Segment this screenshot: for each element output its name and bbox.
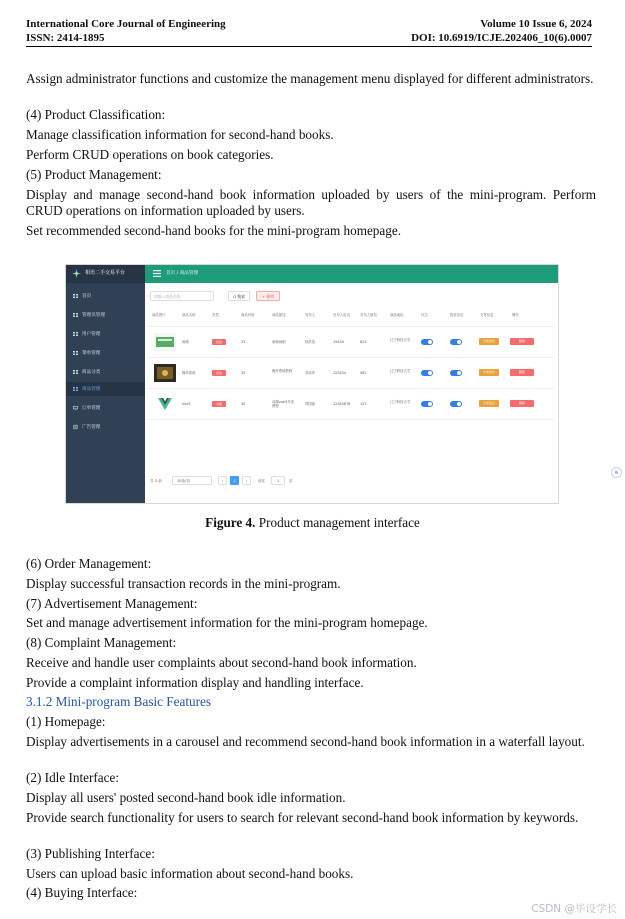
cell-wechat: 123	[360, 402, 367, 406]
trade-info-button[interactable]: 交易信息	[479, 338, 499, 345]
subheading: (7) Advertisement Management:	[26, 596, 198, 611]
cell-phone: 12345678	[333, 402, 351, 406]
subheading: (2) Idle Interface:	[26, 770, 119, 785]
cell-desc: 前端vue3开发教程	[272, 400, 294, 409]
delete-button[interactable]: 删除	[510, 369, 534, 376]
paragraph: Display successful transaction records in the mini-program.	[26, 576, 341, 591]
grid-icon	[73, 294, 78, 298]
doi: DOI: 10.6919/ICJE.202406_10(6).0007	[411, 32, 592, 44]
cell-address: 辽宁科技大学	[390, 400, 411, 404]
type-tag: 书籍	[212, 401, 226, 407]
grid-icon	[73, 332, 78, 336]
product-management-screenshot	[66, 265, 619, 503]
cell-wechat: 623	[360, 340, 367, 344]
paragraph: Manage classification information for second-hand books.	[26, 127, 334, 142]
column-header: 商品描述	[272, 313, 286, 317]
table-row[interactable]	[149, 389, 554, 420]
trade-info-button[interactable]: 交易信息	[479, 369, 499, 376]
cell-price: 30	[241, 402, 246, 406]
cell-publisher: 刘诗华	[305, 371, 316, 375]
column-header: 状态	[421, 313, 428, 317]
menu-item-ads[interactable]	[66, 420, 145, 434]
paragraph: Users can upload basic information about second-hand books.	[26, 866, 354, 881]
menu-item-users[interactable]	[66, 327, 145, 341]
paragraph: Provide a complaint information display and handling interface.	[26, 675, 364, 690]
search-button[interactable]: Q 搜索	[228, 291, 250, 301]
cell-wechat: 562	[360, 371, 367, 375]
grid-icon	[73, 313, 78, 317]
cell-price: 33	[241, 340, 246, 344]
issn: ISSN: 2414-1895	[26, 32, 105, 44]
paragraph: Set recommended second-hand books for the mini-program homepage.	[26, 223, 402, 238]
brand-name: 相语二手交易平台	[85, 270, 126, 276]
menu-item-admins[interactable]	[66, 308, 145, 322]
brand-logo-icon	[71, 268, 82, 279]
recommend-toggle[interactable]	[450, 339, 462, 345]
floating-action-icon[interactable]: Ai	[611, 467, 622, 478]
menu-item-menus[interactable]	[66, 346, 145, 360]
menu-label: 订单管理	[82, 406, 101, 411]
type-tag: 其他	[212, 339, 226, 345]
status-toggle[interactable]	[421, 370, 433, 376]
journal-name: International Core Journal of Engineering	[26, 18, 226, 30]
brand-bar	[66, 265, 145, 283]
product-thumbnail	[154, 395, 176, 413]
column-header: 商品地址	[390, 313, 404, 317]
column-header: 交易信息	[480, 313, 494, 317]
grid-icon	[73, 351, 78, 355]
product-thumbnail	[154, 364, 176, 382]
subheading: (6) Order Management:	[26, 556, 152, 571]
recommend-toggle[interactable]	[450, 401, 462, 407]
paragraph: Set and manage advertisement information for the mini-program homepage.	[26, 615, 428, 630]
page-number-current[interactable]: 1	[230, 476, 239, 485]
type-tag: 其他	[212, 370, 226, 376]
menu-label: 管理员管理	[82, 313, 105, 318]
admin-main	[145, 283, 619, 503]
menu-item-categories[interactable]	[66, 365, 145, 379]
column-header: 操作	[512, 313, 519, 317]
paragraph: Provide search functionality for users to search for relevant second-hand book information by keywords.	[26, 810, 579, 825]
watermark: CSDN @毕设学长	[531, 903, 617, 915]
recommend-toggle[interactable]	[450, 370, 462, 376]
cell-name: Vue3	[182, 402, 191, 406]
product-thumbnail	[154, 333, 176, 351]
pagination-total: 共 3 条	[150, 479, 162, 483]
cell-desc: 雨刷雨刷	[272, 340, 286, 344]
cell-desc: 操作系统教程	[272, 369, 293, 373]
subheading: (4) Buying Interface:	[26, 885, 138, 900]
cell-phone: 15456	[333, 340, 344, 344]
column-header: 发布人	[305, 313, 316, 317]
add-button[interactable]: + 新增	[256, 291, 280, 301]
delete-button[interactable]: 删除	[510, 338, 534, 345]
column-header: 商品价格	[241, 313, 255, 317]
table-row[interactable]	[149, 327, 554, 358]
running-header-line2	[26, 32, 592, 44]
column-header: 推荐首页	[450, 313, 464, 317]
subheading: (8) Complaint Management:	[26, 635, 177, 650]
subheading: (5) Product Management:	[26, 167, 162, 182]
menu-item-home[interactable]	[66, 289, 145, 303]
menu-item-orders[interactable]	[66, 401, 145, 415]
status-toggle[interactable]	[421, 339, 433, 345]
delete-button[interactable]: 删除	[510, 400, 534, 407]
subheading: (3) Publishing Interface:	[26, 846, 155, 861]
cell-phone: 123234	[333, 371, 346, 375]
paragraph: Display advertisements in a carousel and recommend second-hand book information in a waterfall layout.	[26, 734, 585, 749]
header-rule	[26, 46, 592, 47]
subheading: (1) Homepage:	[26, 714, 106, 729]
table-row[interactable]	[149, 358, 554, 389]
document-icon	[73, 425, 78, 429]
cell-address: 辽宁科技大学	[390, 369, 411, 373]
menu-label: 商品分类	[82, 370, 101, 375]
cell-address: 辽宁科技大学	[390, 338, 411, 342]
breadcrumb: 首页 / 商品管理	[166, 271, 199, 276]
search-input[interactable]: 请输入商品名称	[150, 291, 214, 301]
next-page-button[interactable]: ›	[242, 476, 251, 485]
column-header: 商品图片	[152, 313, 166, 317]
paragraph: Display all users' posted second-hand book idle information.	[26, 790, 346, 805]
grid-icon	[73, 370, 78, 374]
menu-toggle-icon[interactable]	[153, 270, 161, 277]
paragraph: Assign administrator functions and customize the management menu displayed for different administrators.	[26, 71, 594, 86]
figure-label: Figure 4.	[205, 515, 256, 530]
menu-item-products[interactable]	[66, 382, 145, 396]
figure-caption-text: Product management interface	[258, 515, 420, 530]
cell-name: 雨刷	[182, 340, 189, 344]
column-header: 类型	[212, 313, 219, 317]
menu-label: 首页	[82, 294, 92, 299]
menu-label: 用户管理	[82, 332, 101, 337]
cell-publisher: 徐洪浩	[305, 340, 316, 344]
prev-page-button[interactable]: ‹	[218, 476, 227, 485]
paragraph: Receive and handle user complaints about second-hand book information.	[26, 655, 417, 670]
column-header: 商品名称	[182, 313, 196, 317]
page-unit-label: 页	[289, 479, 293, 483]
cell-publisher: 郑国豪	[305, 402, 316, 406]
section-heading: 3.1.2 Mini-program Basic Features	[26, 694, 211, 709]
grid-icon	[73, 387, 78, 391]
admin-sidebar	[66, 265, 145, 503]
menu-label: 广告管理	[82, 425, 101, 430]
menu-label: 商品管理	[82, 387, 101, 392]
trade-info-button[interactable]: 交易信息	[479, 400, 499, 407]
column-header: 发布人微信	[360, 313, 377, 317]
status-toggle[interactable]	[421, 401, 433, 407]
monitor-icon	[73, 406, 78, 410]
paragraph: Display and manage second-hand book information uploaded by users of the mini-program. Perform CRUD operations on information uploaded by users.	[26, 187, 596, 218]
cell-price: 35	[241, 371, 246, 375]
subheading: (4) Product Classification:	[26, 107, 166, 122]
column-header: 发布人电话	[333, 313, 350, 317]
admin-topbar	[145, 265, 558, 283]
cell-name: 操作系统	[182, 371, 196, 375]
page-size-select[interactable]: 10条/页	[172, 476, 212, 485]
running-header-line1	[26, 18, 592, 30]
menu-label: 菜单管理	[82, 351, 101, 356]
paragraph: Perform CRUD operations on book categories.	[26, 147, 274, 162]
volume-issue: Volume 10 Issue 6, 2024	[480, 18, 592, 30]
figure-caption	[0, 515, 625, 531]
goto-label: 前往	[258, 479, 266, 483]
goto-page-input[interactable]: 1	[271, 476, 285, 485]
